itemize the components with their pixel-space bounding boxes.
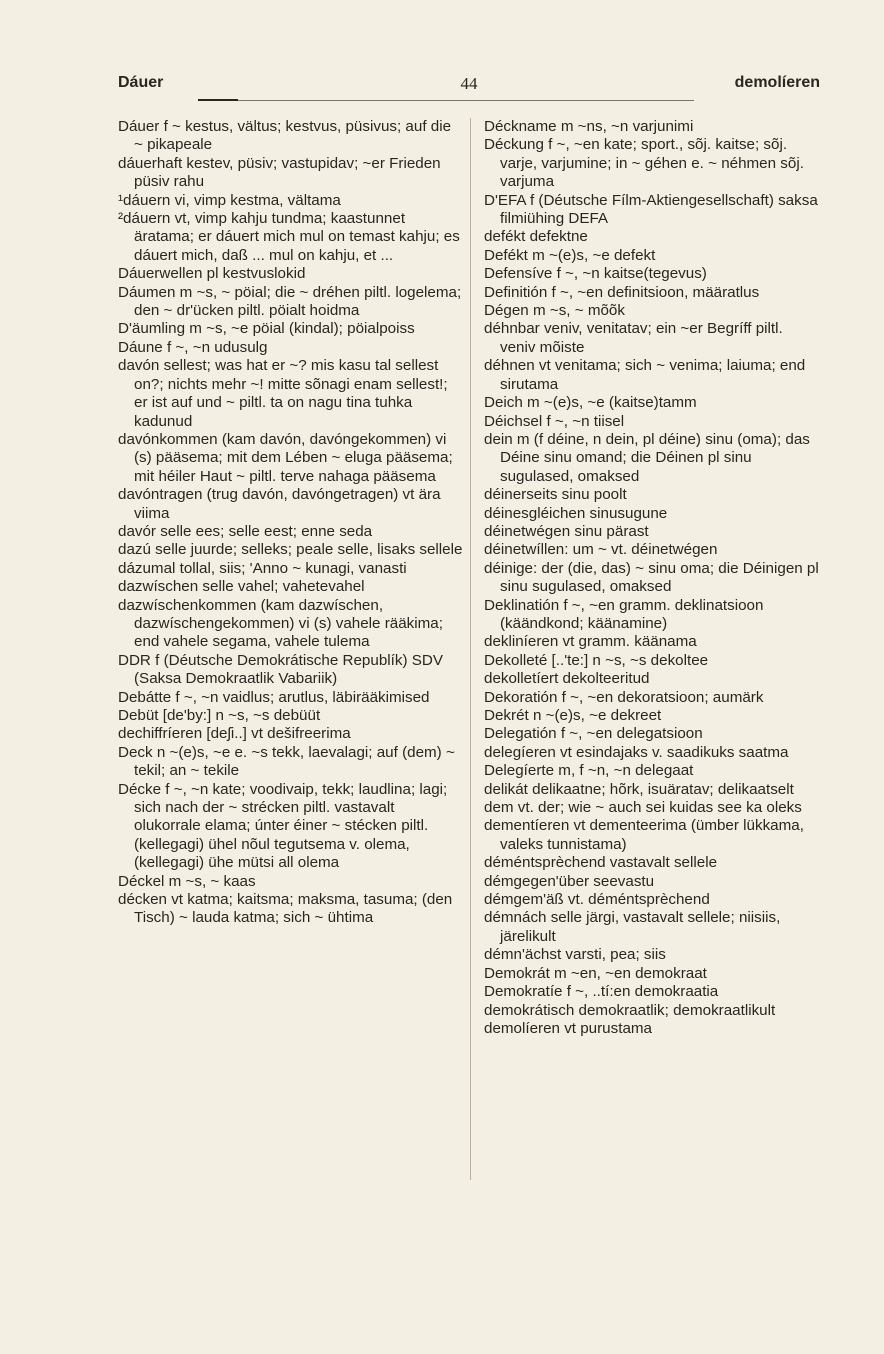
- dictionary-entry: Demokratíe f ~, ..tí:en demokraatia: [484, 983, 719, 1001]
- dictionary-entry: Defékt m ~(e)s, ~e defekt: [484, 246, 656, 264]
- column-divider: [470, 118, 471, 1180]
- dictionary-entry: davóntragen (trug davón, davóngetragen) vt ära viima: [118, 486, 441, 522]
- dictionary-entry: déinige: der (die, das) ~ sinu oma; die Déinigen pl sinu sugulased, omaksed: [484, 559, 819, 596]
- dictionary-entry: déinetwégen sinu pärast: [484, 522, 649, 540]
- dictionary-entry: déméntsprèchend vastavalt sellele: [484, 854, 718, 872]
- dictionary-entry: dein m (f déine, n dein, pl déine) sinu (oma); das Déine sinu omand; die Déinen pl sinu sugulased, omaksed: [484, 430, 810, 485]
- dictionary-entry: Dekolleté [..'te:] n ~s, ~s dekoltee: [484, 651, 709, 669]
- dictionary-entry: démgem'äß vt. déméntsprèchend: [484, 891, 710, 909]
- dictionary-entry: Delegatión f ~, ~en delegatsioon: [484, 725, 703, 743]
- dictionary-entry: Dekoratión f ~, ~en dekoratsioon; aumärk: [484, 688, 764, 706]
- dictionary-entry: davór selle ees; selle eest; enne seda: [118, 522, 373, 540]
- dictionary-entry: Dáumen m ~s, ~ pöial; die ~ dréhen piltl. logelema; den ~ dr'ücken piltl. pöialt hoidma: [118, 283, 462, 320]
- dictionary-entry: décken vt katma; kaitsma; maksma, tasuma; (den Tisch) ~ lauda katma; sich ~ ühtima: [118, 891, 453, 927]
- dictionary-entry: démn'ächst varsti, pea; siis: [484, 946, 666, 964]
- dictionary-entry: D'EFA f (Déutsche Fílm-Aktiengesellschaft) saksa filmiühing DEFA: [484, 191, 818, 228]
- left-column: [118, 118, 463, 928]
- dictionary-entry: Dekrét n ~(e)s, ~e dekreet: [484, 707, 662, 724]
- dictionary-entry: dazwíschenkommen (kam dazwíschen, dazwíschengekommen) vi (s) vahele rääkima; end vahele segama, vahele tulema: [118, 596, 443, 651]
- dictionary-entry: Dáuer f ~ kestus, vältus; kestvus, püsivus; auf die ~ pikapeale: [118, 118, 452, 154]
- page-number: 44: [460, 74, 478, 93]
- dictionary-entry: Defensíve f ~, ~n kaitse(tegevus): [484, 265, 707, 283]
- dictionary-entry: Dégen m ~s, ~ mõõk: [484, 302, 625, 320]
- dictionary-entry: dekolletíert dekolteeritud: [484, 670, 650, 688]
- right-column: [484, 118, 820, 1038]
- dictionary-entry: dechiffríeren [deʃi..] vt dešifreerima: [118, 725, 351, 743]
- right-guide-word: demolíeren: [734, 74, 820, 91]
- dictionary-entry: déhnen vt venitama; sich ~ venima; laiuma; end sirutama: [484, 357, 806, 393]
- dictionary-entry: Definitión f ~, ~en definitsioon, määratlus: [484, 283, 760, 301]
- dictionary-entry: dazwíschen selle vahel; vahetevahel: [118, 578, 365, 596]
- dictionary-entry: dekliníeren vt gramm. käänama: [484, 633, 697, 651]
- dictionary-entry: Déckel m ~s, ~ kaas: [118, 872, 256, 890]
- dictionary-entry: ²dáuern vt, vimp kahju tundma; kaastunnet äratama; er dáuert mich mul on temast kahju; es dáuert mich, daß ... mul on kahju, et ...: [118, 210, 460, 264]
- left-guide-word: Dáuer: [118, 74, 164, 91]
- dictionary-entry: déinerseits sinu poolt: [484, 486, 627, 504]
- header-rule-accent: [198, 99, 238, 101]
- dictionary-entry: ¹dáuern vi, vimp kestma, vältama: [118, 191, 341, 209]
- dictionary-entry: Deck n ~(e)s, ~e e. ~s tekk, laevalagi; auf (dem) ~ tekil; an ~ tekile: [118, 743, 455, 780]
- dictionary-entry: Décke f ~, ~n kate; voodivaip, tekk; laudlina; lagi; sich nach der ~ strécken piltl. vastavalt olukorrale elama; únter éiner ~ stécken piltl. (kellegagi) ühel nõul tegutsema v. olema, (kellegagi) ühe mütsi all olema: [118, 780, 448, 872]
- dictionary-entry: déinetwíllen: um ~ vt. déinetwégen: [484, 541, 718, 559]
- dictionary-entry: Déckname m ~ns, ~n varjunimi: [484, 118, 694, 135]
- dictionary-entry: delegíeren vt esindajaks v. saadikuks saatma: [484, 743, 789, 761]
- dictionary-entry: dazú selle juurde; selleks; peale selle, lisaks sellele: [118, 541, 463, 559]
- dictionary-entry: démgegen'über seevastu: [484, 872, 655, 890]
- dictionary-entry: Déckung f ~, ~en kate; sport., sõj. kaitse; sõj. varje, varjumine; in ~ géhen e. ~ néhmen sõj. varjuma: [484, 136, 804, 191]
- dictionary-entry: D'äumling m ~s, ~e pöial (kindal); pöialpoiss: [118, 320, 415, 338]
- dictionary-entry: Debüt [de'by:] n ~s, ~s debüüt: [118, 707, 321, 724]
- dictionary-entry: Deklinatión f ~, ~en gramm. deklinatsioon (käändkond; käänamine): [484, 596, 764, 632]
- dictionary-entry: Dáune f ~, ~n udusulg: [118, 338, 268, 356]
- dictionary-entry: dementíeren vt dementeerima (ümber lükkama, valeks tunnistama): [484, 817, 804, 853]
- dictionary-entry: Delegíerte m, f ~n, ~n delegaat: [484, 762, 694, 780]
- dictionary-entry: démnách selle järgi, vastavalt sellele; niisiis, järelikult: [484, 909, 781, 945]
- dictionary-entry: dáuerhaft kestev, püsiv; vastupidav; ~er Frieden püsiv rahu: [118, 154, 441, 191]
- dictionary-entry: dázumal tollal, siis; 'Anno ~ kunagi, vanasti: [118, 559, 407, 577]
- dictionary-entry: davónkommen (kam davón, davóngekommen) vi (s) pääsema; mit dem Lében ~ eluga pääsema; mit héiler Haut ~ piltl. terve nahaga pääsema: [118, 430, 453, 485]
- page-header: [118, 74, 820, 96]
- dictionary-entry: Dáuerwellen pl kestvuslokid: [118, 265, 306, 283]
- dictionary-entry: Debátte f ~, ~n vaidlus; arutlus, läbirääkimised: [118, 688, 430, 706]
- dictionary-entry: demolíeren vt purustama: [484, 1019, 652, 1037]
- dictionary-entry: delikát delikaatne; hõrk, isuäratav; delikaatselt: [484, 780, 794, 798]
- dictionary-entry: DDR f (Déutsche Demokrátische Republík) SDV (Saksa Demokraatlik Vabariik): [118, 651, 443, 688]
- header-rule: [198, 100, 694, 101]
- dictionary-entry: déhnbar veniv, venitatav; ein ~er Begríff piltl. veniv mõiste: [484, 320, 783, 356]
- dictionary-entry: déinesgléichen sinusugune: [484, 504, 668, 522]
- dictionary-entry: Deich m ~(e)s, ~e (kaitse)tamm: [484, 394, 697, 412]
- dictionary-entry: dem vt. der; wie ~ auch sei kuidas see ka oleks: [484, 799, 802, 817]
- dictionary-entry: davón sellest; was hat er ~? mis kasu tal sellest on?; nichts mehr ~! mitte sõnagi enam sellest!; er ist auf und ~ piltl. ta on nagu tina tuhka kadunud: [118, 357, 448, 430]
- dictionary-entry: defékt defektne: [484, 228, 588, 246]
- dictionary-entry: Déichsel f ~, ~n tiisel: [484, 412, 625, 430]
- dictionary-entry: Demokrát m ~en, ~en demokraat: [484, 964, 707, 982]
- dictionary-entry: demokrátisch demokraatlik; demokraatlikult: [484, 1001, 776, 1019]
